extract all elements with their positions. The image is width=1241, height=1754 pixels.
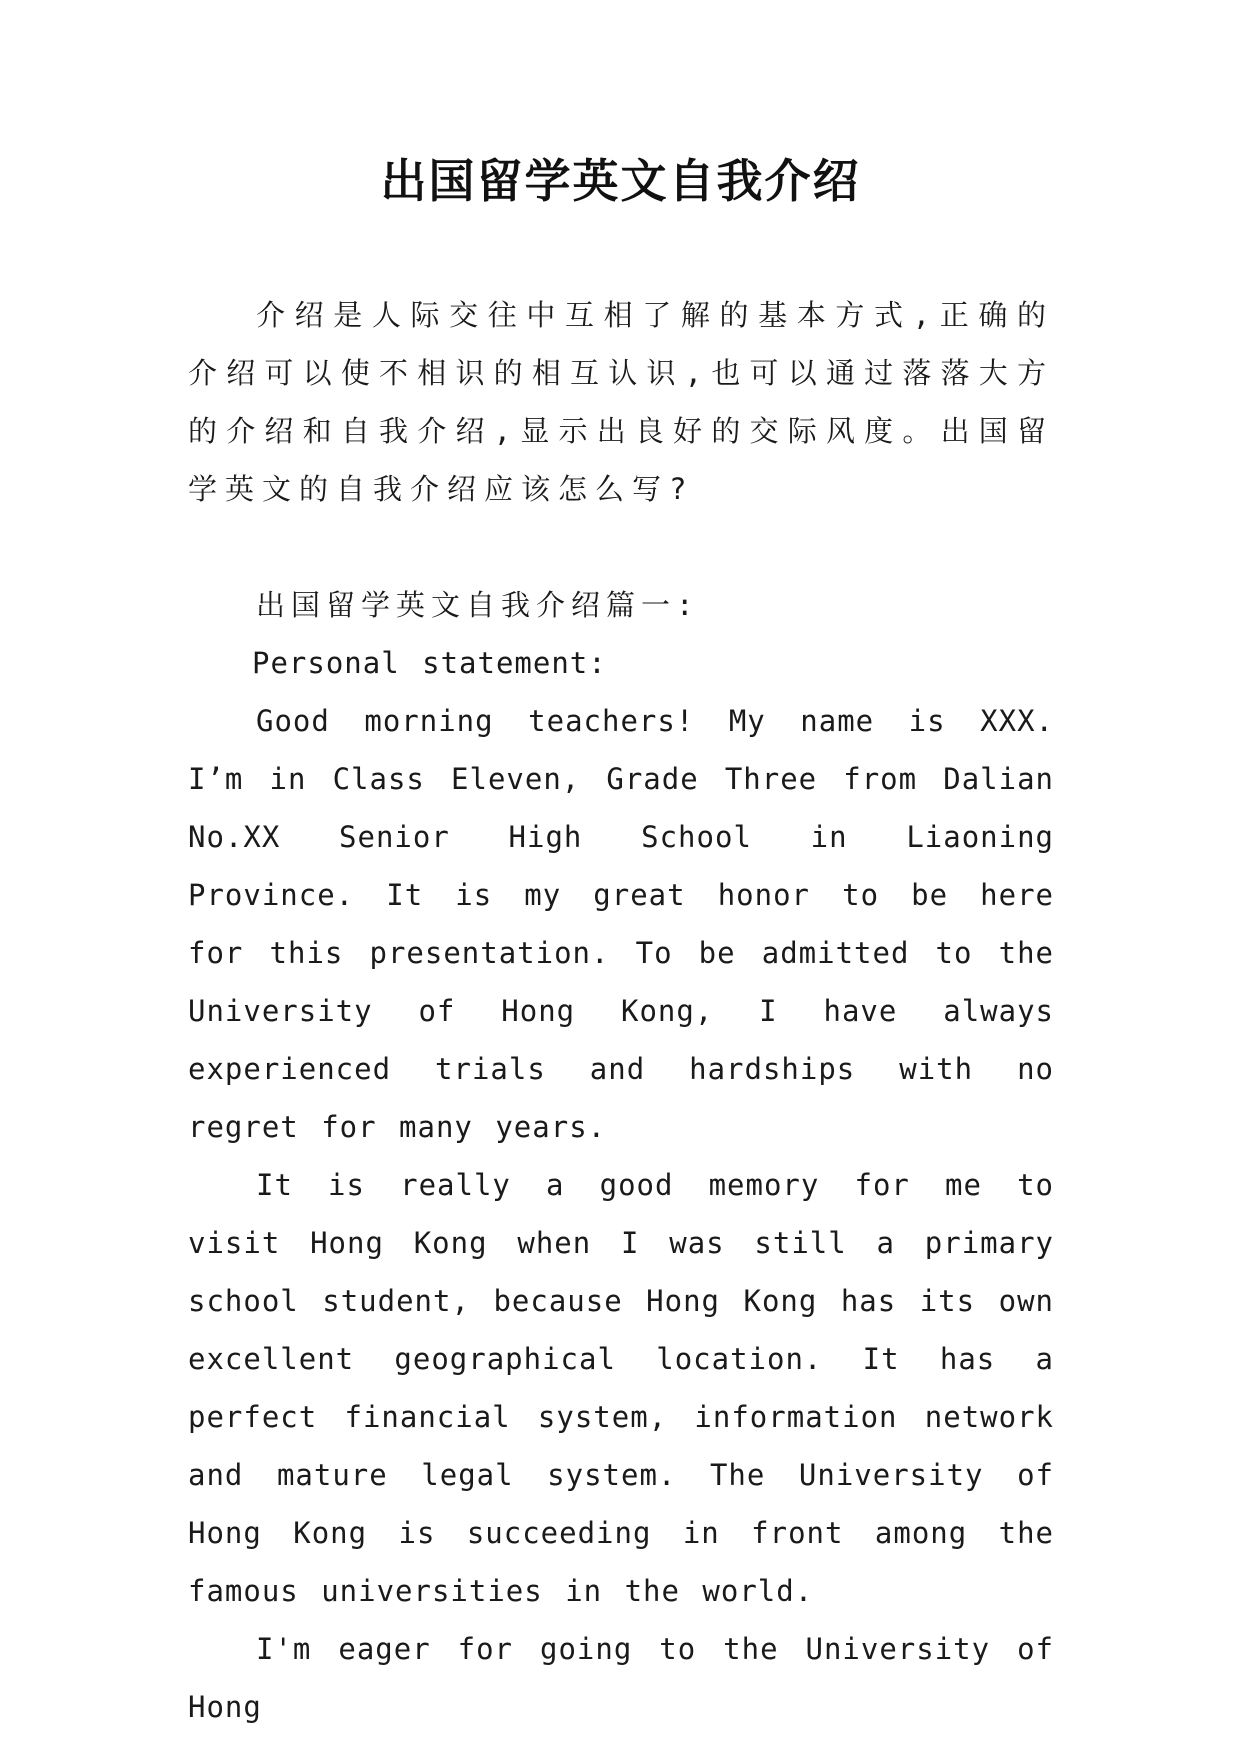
intro-paragraph: 介绍是人际交往中互相了解的基本方式,正确的介绍可以使不相识的相互认识,也可以通过落落大方的介绍和自我介绍,显示出良好的交际风度。出国留学英文的自我介绍应该怎么写? [188,298,1054,506]
body-paragraph: Good morning teachers! My name is XXX. I’m in Class Eleven, Grade Three from Dalian No.XX Senior High School in Liaoning Province. It is my great honor to be here for this presentation. To be admitted to the University of Hong Kong, I have always experienced trials and hardships with no regret for many years. [188,704,1054,1144]
section-heading: 出国留学英文自我介绍篇一: [256,588,700,622]
document-body [188,286,1054,1736]
body-paragraph: I'm eager for going to the University of Hong [188,1632,1054,1724]
statement-label: Personal statement: [252,646,607,680]
page-title: 出国留学英文自我介绍 [380,154,861,208]
body-paragraph: It is really a good memory for me to visit Hong Kong when I was still a primary school student, because Hong Kong has its own excellent geographical location. It has a perfect financial system, information network and mature legal system. The University of Hong Kong is succeeding in front among the famous universities in the world. [188,1168,1054,1608]
